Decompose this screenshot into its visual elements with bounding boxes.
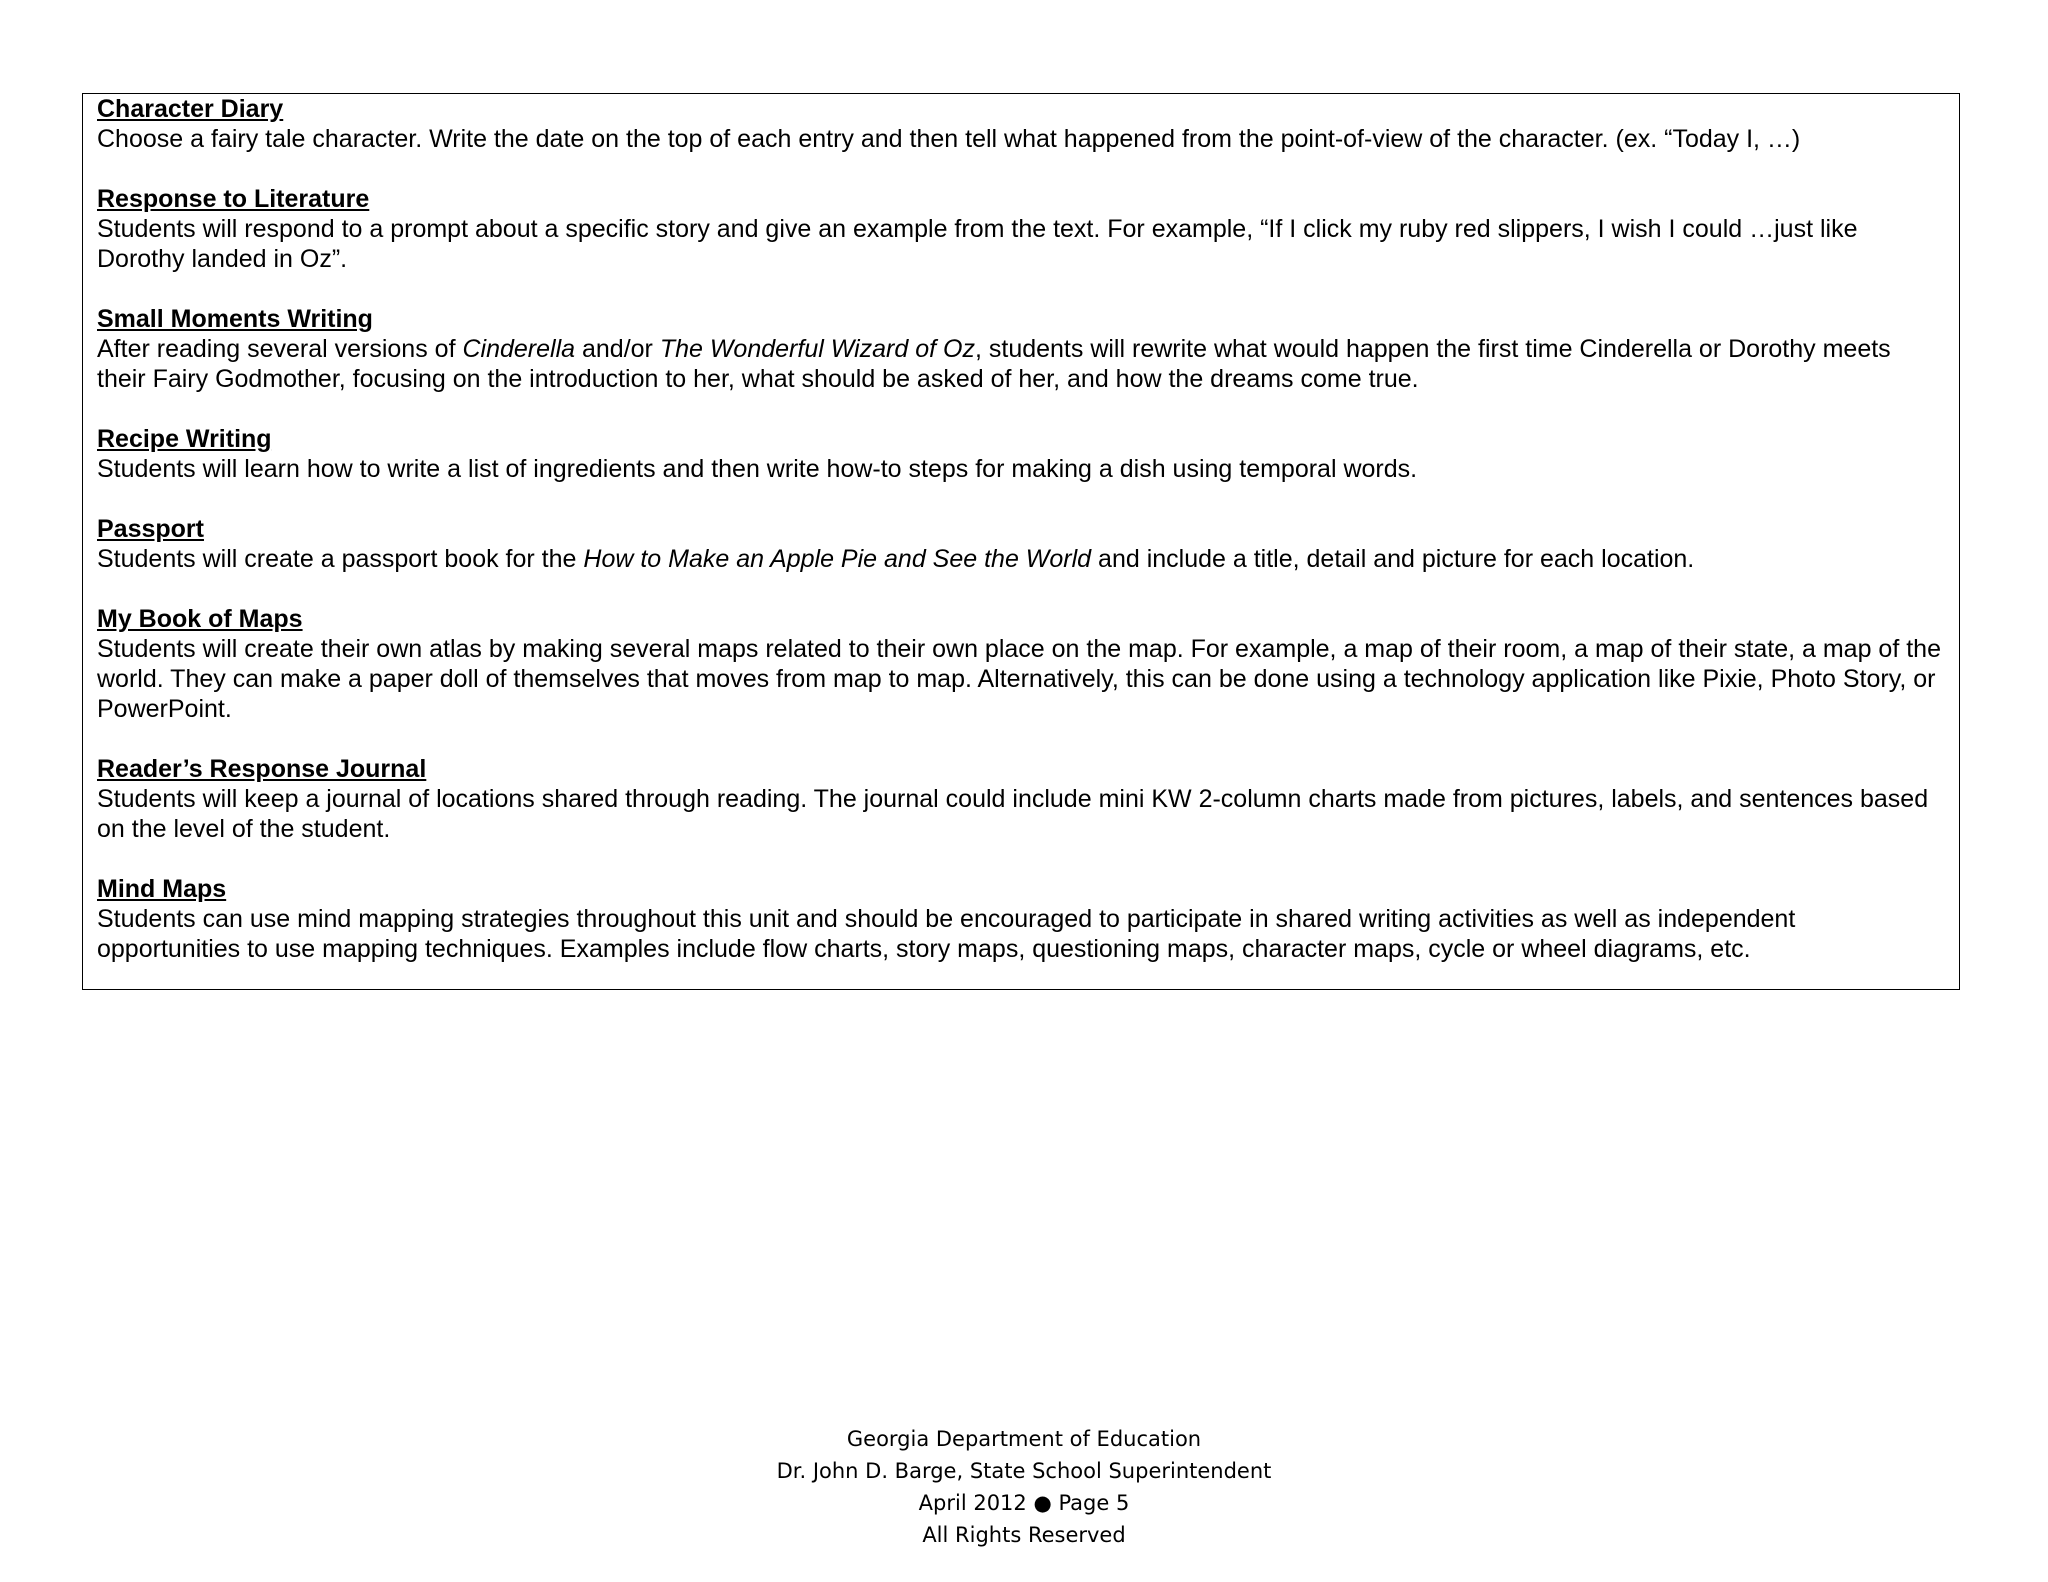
section-body — [97, 214, 1945, 274]
section-title: Reader’s Response Journal — [97, 755, 427, 783]
section-passport — [97, 514, 1945, 574]
footer-superintendent: Dr. John D. Barge, State School Superintendent — [776, 1459, 1272, 1483]
section-body — [97, 124, 1945, 154]
body-text: Students can use mind mapping strategies throughout this unit and should be encouraged to participate in shared writing activities as well as independent opportunities to use mapping techniques. Examples include flow charts, story maps, questioning maps, character maps, cycle or wheel diagrams, etc. — [97, 905, 1796, 963]
body-text: Students will create a passport book for the — [97, 545, 584, 573]
section-my-book-of-maps — [97, 604, 1945, 724]
footer-organization: Georgia Department of Education — [846, 1427, 1202, 1451]
section-small-moments-writing — [97, 304, 1945, 394]
italic-title-text: Cinderella — [462, 335, 576, 363]
section-response-to-literature — [97, 184, 1945, 274]
section-body — [97, 544, 1945, 574]
section-body — [97, 334, 1945, 394]
section-readers-response-journal — [97, 754, 1945, 844]
activities-box — [82, 93, 1960, 990]
section-title: Character Diary — [97, 95, 284, 123]
section-title: Recipe Writing — [97, 425, 272, 453]
section-title: Passport — [97, 515, 204, 543]
section-mind-maps — [97, 874, 1945, 964]
body-text: and include a title, detail and picture for each location. — [1091, 545, 1695, 573]
body-text: , students will rewrite what would happen the first time Cinderella or Dorothy meets their Fairy Godmother, focusing on the introduction to her, what should be asked of her, and how the dreams come true. — [97, 335, 1891, 393]
section-body — [97, 454, 1945, 484]
body-text: and/or — [575, 335, 660, 363]
section-title: My Book of Maps — [97, 605, 303, 633]
section-recipe-writing — [97, 424, 1945, 484]
italic-title-text: The Wonderful Wizard of Oz — [659, 335, 975, 363]
section-body — [97, 904, 1945, 964]
italic-title-text: How to Make an Apple Pie and See the World — [583, 545, 1092, 573]
body-text: Students will keep a journal of locations shared through reading. The journal could include mini KW 2-column charts made from pictures, labels, and sentences based on the level of the student. — [97, 785, 1929, 843]
section-body — [97, 784, 1945, 844]
section-body — [97, 634, 1945, 724]
body-text: Choose a fairy tale character. Write the date on the top of each entry and then tell what happened from the point-of-view of the character. (ex. “Today I, …) — [97, 125, 1801, 153]
body-text: Students will respond to a prompt about a specific story and give an example from the text. For example, “If I click my ruby red slippers, I wish I could …just like Dorothy landed in Oz”. — [97, 215, 1858, 273]
section-title: Response to Literature — [97, 185, 370, 213]
footer-date-page: April 2012 ● Page 5 — [918, 1491, 1130, 1515]
section-character-diary — [97, 94, 1945, 154]
body-text: After reading several versions of — [97, 335, 463, 363]
body-text: Students will learn how to write a list of ingredients and then write how-to steps for making a dish using temporal words. — [97, 455, 1418, 483]
page-footer — [0, 1423, 2048, 1551]
body-text: Students will create their own atlas by making several maps related to their own place on the map. For example, a map of their room, a map of their state, a map of the world. They can make a paper doll of themselves that moves from map to map. Alternatively, this can be done using a technology application like Pixie, Photo Story, or PowerPoint. — [97, 635, 1941, 723]
section-title: Mind Maps — [97, 875, 227, 903]
footer-rights: All Rights Reserved — [922, 1523, 1126, 1547]
section-title: Small Moments Writing — [97, 305, 373, 333]
